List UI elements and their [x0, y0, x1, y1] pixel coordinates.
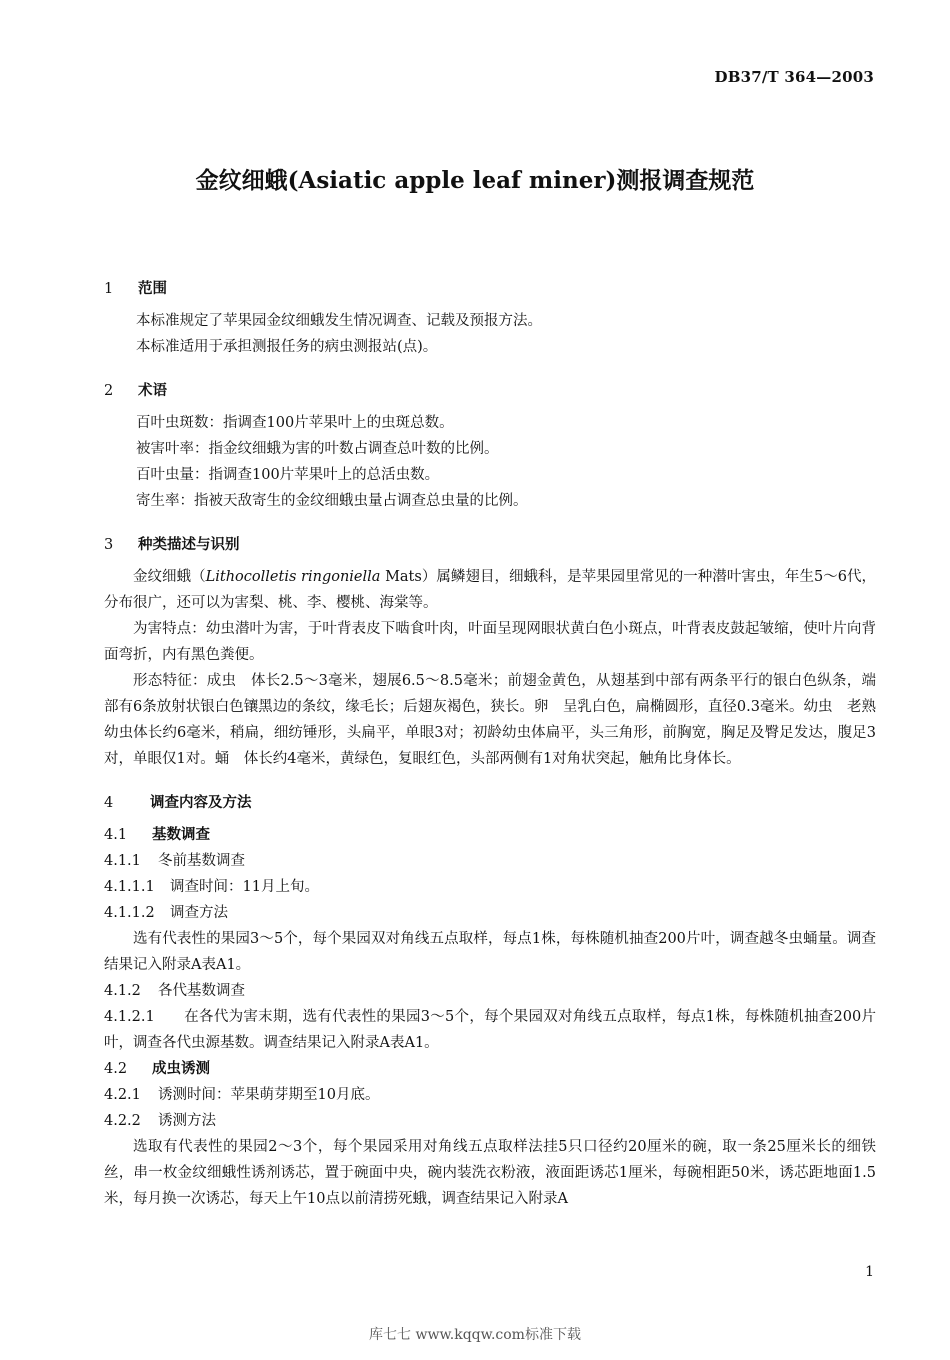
section-title: 术语 — [138, 382, 167, 399]
section-1-heading — [104, 276, 876, 302]
method-paragraph-4-2-2: 选取有代表性的果园2～3个，每个果园采用对角线五点取样法挂5只口径约20厘米的碗，取一条25厘米长的细铁丝，串一枚金纹细蛾性诱剂诱芯，置于碗面中央，碗内装洗衣粉液，液面距诱芯1厘米，每碗相距50米，诱芯距地面1.5米，每月换一次诱芯，每天上午10点以前清捞死蛾，调查结果记入附录A — [104, 1139, 876, 1207]
scope-paragraph-2: 本标准适用于承担测报任务的病虫测报站(点)。 — [136, 339, 438, 355]
section-number: 4 — [104, 795, 114, 811]
document-body — [104, 268, 876, 1212]
section-title: 范围 — [138, 280, 167, 297]
section-number: 1 — [104, 281, 114, 297]
damage-characteristics-paragraph: 为害特点：幼虫潜叶为害，于叶背表皮下啮食叶肉，叶面呈现网眼状黄白色小斑点，叶背表皮鼓起皱缩，使叶片向背面弯折，内有黑色粪便。 — [104, 621, 876, 663]
clause-4-1-1-1: 4.1.1.1 调查时间：11月上旬。 — [104, 879, 319, 895]
clause-4-2-2: 4.2.2 诱测方法 — [104, 1113, 216, 1129]
term-definition: 寄生率：指被天敌寄生的金纹细蛾虫量占调查总虫量的比例。 — [136, 493, 528, 509]
term-definition: 百叶虫量：指调查100片苹果叶上的总活虫数。 — [136, 467, 440, 483]
watermark-text: 库七七 www.kqqw.com标准下载 — [369, 1327, 581, 1343]
method-paragraph-4-1-1-2: 选有代表性的果园3～5个，每个果园双对角线五点取样，每点1株，每株随机抽查200片叶，调查越冬虫蛹量。调查结果记入附录A表A1。 — [104, 931, 876, 973]
section-number: 3 — [104, 537, 114, 553]
subsection-4-1-2-heading: 4.1.2 各代基数调查 — [104, 983, 245, 999]
clause-4-1-2-1: 4.1.2.1 在各代为害末期，选有代表性的果园3～5个，每个果园双对角线五点取样，每点1株，每株随机抽查200片叶，调查各代虫源基数。调查结果记入附录A表A1。 — [104, 1009, 876, 1051]
section-2-heading — [104, 378, 876, 404]
species-description-paragraph: 金纹细蛾（Lithocolletis ringoniella Mats）属鳞翅目，细蛾科，是苹果园里常见的一种潜叶害虫，年生5～6代，分布很广，还可以为害梨、桃、李、樱桃、海棠等。 — [104, 569, 877, 611]
term-definition: 被害叶率：指金纹细蛾为害的叶数占调查总叶数的比例。 — [136, 441, 499, 457]
document-title: 金纹细蛾(Asiatic apple leaf miner)测报调查规范 — [195, 167, 755, 194]
morphology-paragraph: 形态特征：成虫 体长2.5～3毫米，翅展6.5～8.5毫米；前翅金黄色，从翅基到中部有两条平行的银白色纵条，端部有6条放射状银白色镶黑边的条纹，缘毛长；后翅灰褐色，狭长。卵 呈乳白色，扁椭圆形，直径0.3毫米。幼虫 老熟幼虫体长约6毫米，稍扁，细纺锤形，头扁平，单眼3对；初龄幼虫体扁平，头三角形，前胸宽，胸足及臀足发达，腹足3对，单眼仅1对。蛹 体长约4毫米，黄绿色，复眼红色，头部两侧有1对角状突起，触角比身体长。 — [104, 673, 876, 767]
page-number: 1 — [865, 1264, 874, 1280]
subsection-4-1-1-heading: 4.1.1 冬前基数调查 — [104, 853, 245, 869]
subsection-4-1-heading: 4.1 基数调查 — [104, 826, 210, 843]
clause-4-1-1-2: 4.1.1.2 调查方法 — [104, 905, 228, 921]
latin-name: Lithocolletis ringoniella — [205, 569, 381, 585]
term-definition: 百叶虫斑数：指调查100片苹果叶上的虫斑总数。 — [136, 415, 454, 431]
section-3-heading — [104, 532, 876, 558]
section-4-heading — [104, 790, 876, 816]
subsection-4-2-heading: 4.2 成虫诱测 — [104, 1060, 210, 1077]
section-number: 2 — [104, 383, 114, 399]
section-title: 种类描述与识别 — [138, 536, 240, 553]
standard-code: DB37/T 364—2003 — [714, 68, 874, 86]
section-title: 调查内容及方法 — [150, 794, 252, 811]
clause-4-2-1: 4.2.1 诱测时间：苹果萌芽期至10月底。 — [104, 1087, 380, 1103]
scope-paragraph-1: 本标准规定了苹果园金纹细蛾发生情况调查、记载及预报方法。 — [136, 313, 542, 329]
